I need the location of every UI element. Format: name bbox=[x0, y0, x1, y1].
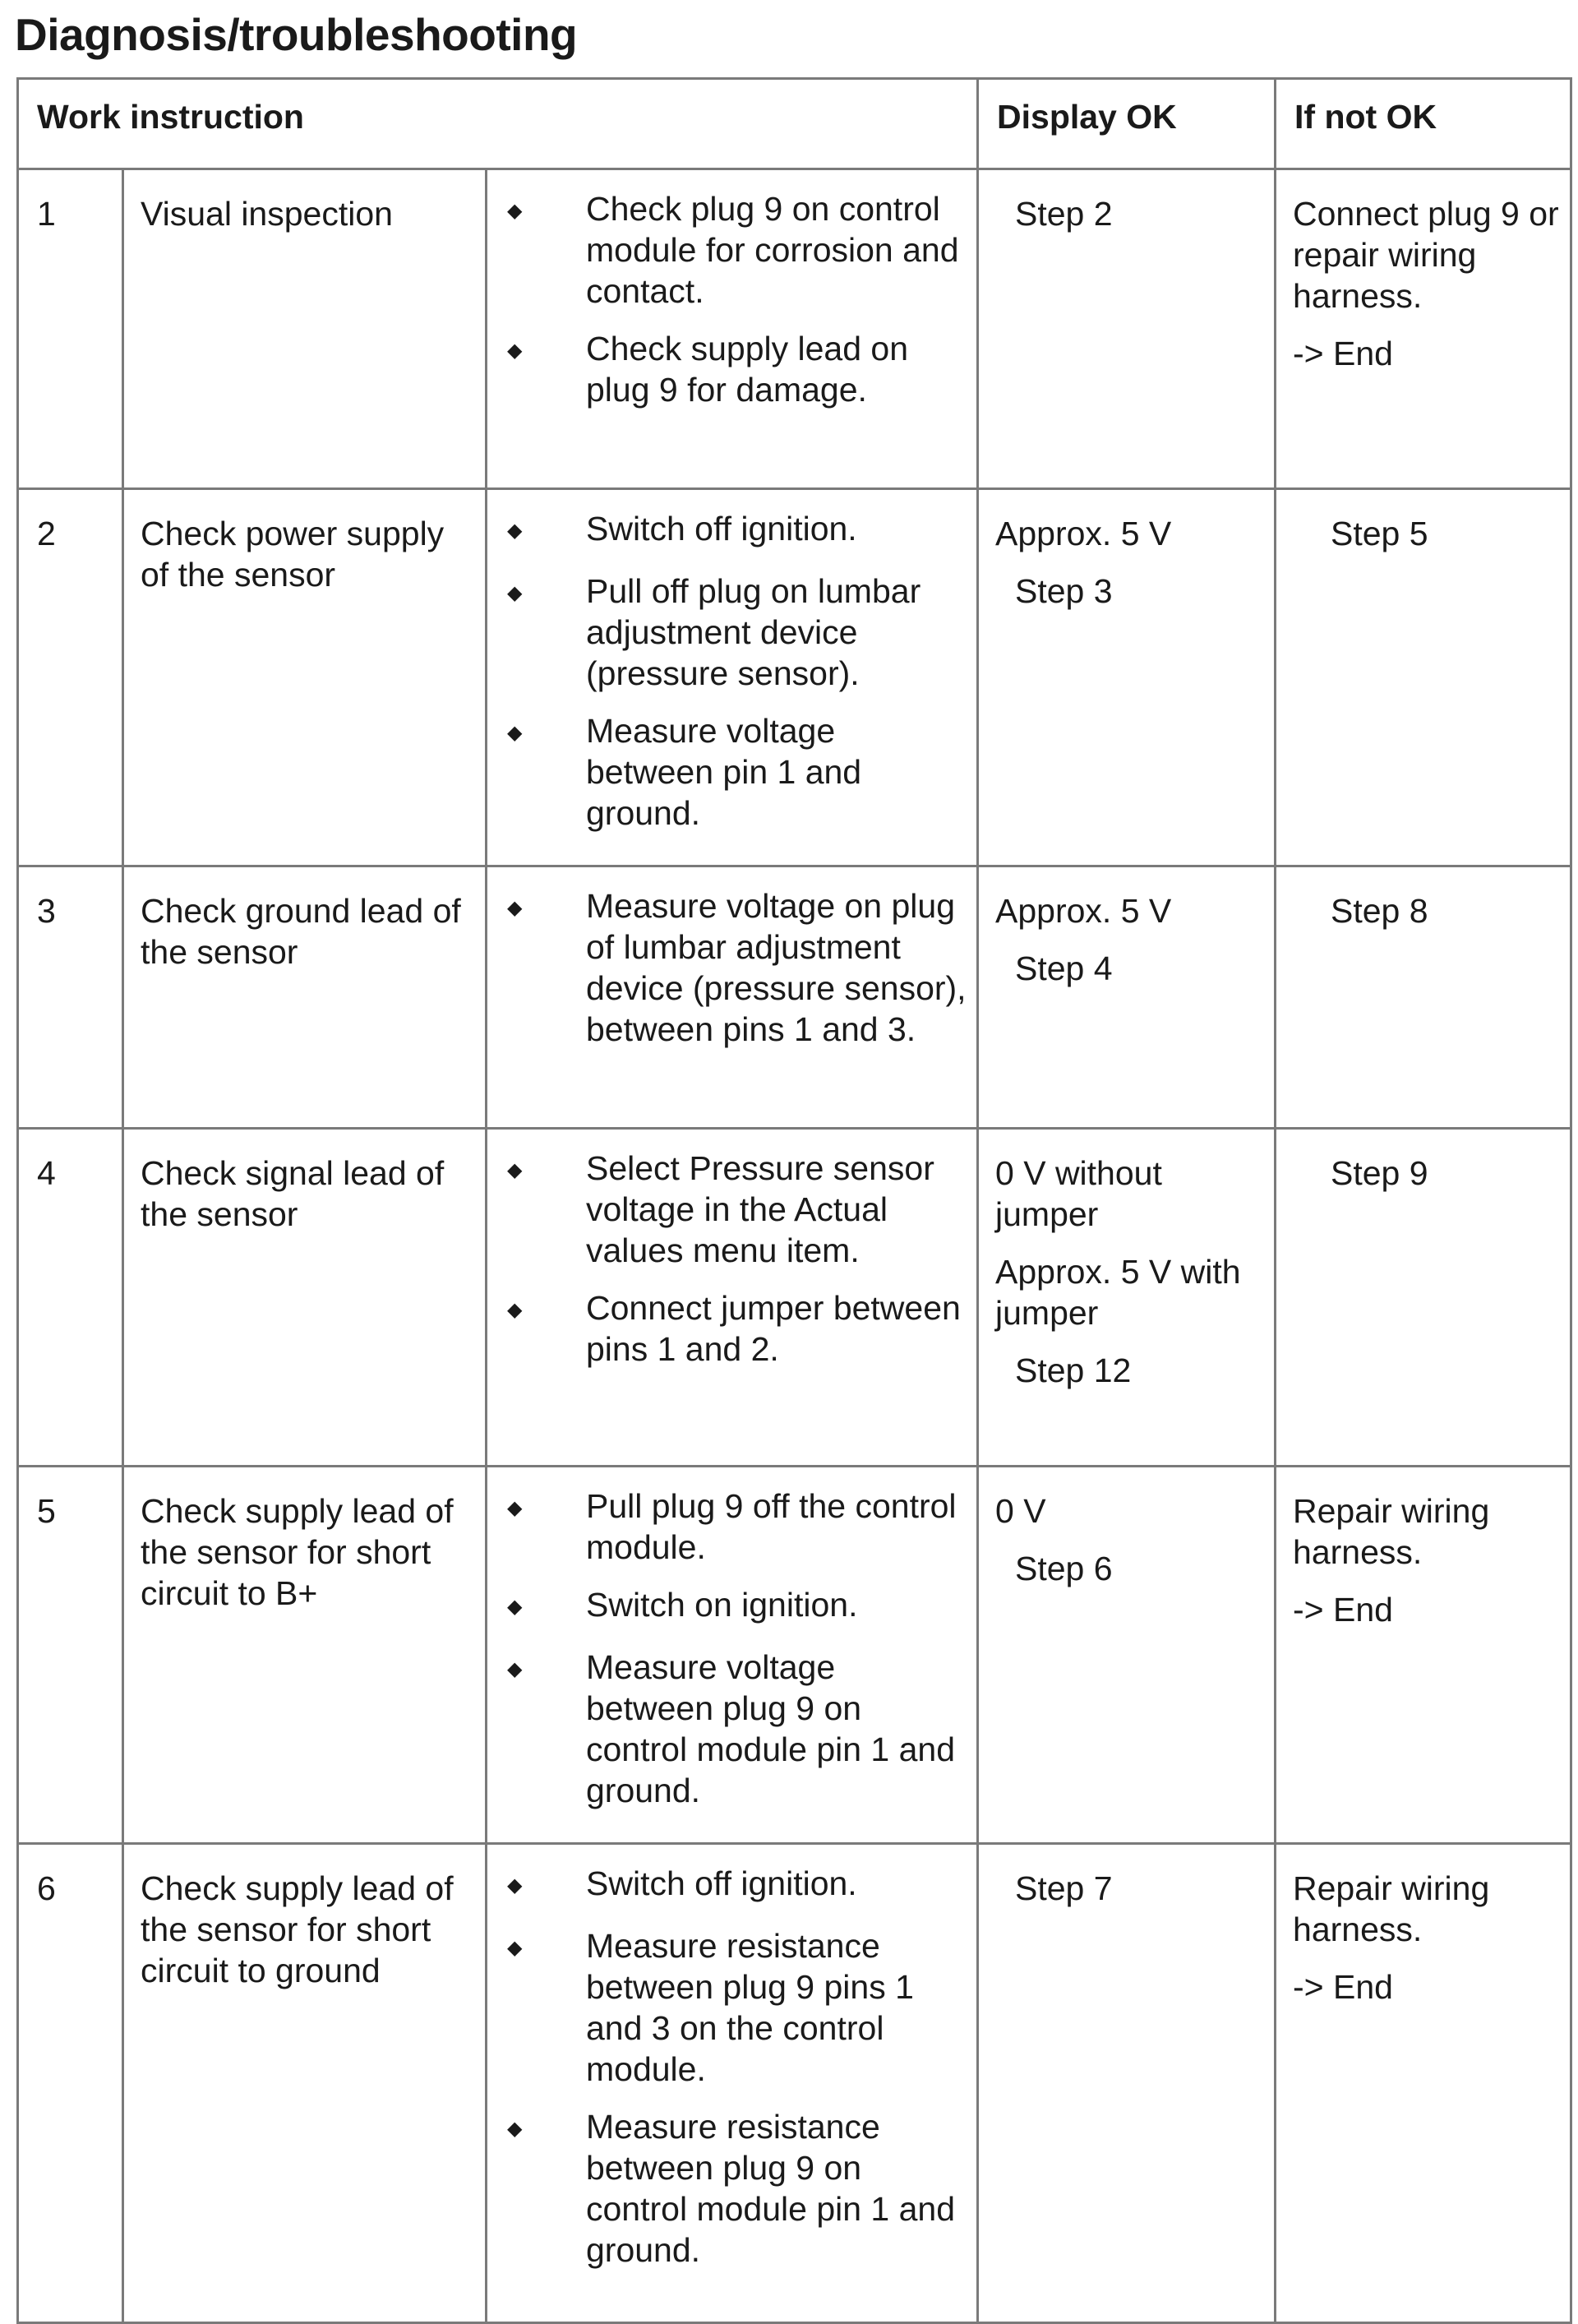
display-ok-text: Step 12 bbox=[1015, 1351, 1132, 1389]
table-row bbox=[18, 1844, 1571, 2323]
display-ok-text: Step 7 bbox=[1015, 1869, 1113, 1907]
if-not-ok-cell bbox=[1276, 169, 1571, 489]
instruction-list bbox=[496, 508, 968, 834]
instruction-cell bbox=[487, 489, 978, 866]
display-ok-text: Step 2 bbox=[1015, 195, 1113, 233]
table-body bbox=[18, 169, 1571, 2323]
if-not-ok-text: Step 8 bbox=[1331, 892, 1428, 930]
display-ok-cell bbox=[978, 1467, 1276, 1844]
diamond-bullet-icon: ◆ bbox=[507, 1596, 523, 1618]
diamond-bullet-icon: ◆ bbox=[507, 1658, 523, 1680]
if-not-ok-cell bbox=[1276, 1844, 1571, 2323]
instruction-list bbox=[496, 885, 968, 1050]
if-not-ok-text: Step 5 bbox=[1331, 515, 1428, 552]
diamond-bullet-icon: ◆ bbox=[507, 1299, 523, 1321]
display-ok-text: Step 6 bbox=[1015, 1550, 1113, 1587]
instruction-text: Pull plug 9 off the control module. bbox=[586, 1487, 957, 1566]
instruction-cell bbox=[487, 1844, 978, 2323]
instruction-text: Measure voltage between pin 1 and ground. bbox=[586, 712, 862, 832]
instruction-text: Switch off ignition. bbox=[586, 510, 857, 548]
instruction-text: Connect jumper between pins 1 and 2. bbox=[586, 1289, 961, 1368]
table-row bbox=[18, 169, 1571, 489]
display-ok-text: Step 3 bbox=[1015, 572, 1113, 610]
instruction-text: Pull off plug on lumbar adjustment device (pressure sensor). bbox=[586, 572, 921, 692]
instruction-item bbox=[496, 885, 968, 1050]
page-title: Diagnosis/troubleshooting bbox=[15, 9, 578, 60]
diamond-bullet-icon: ◆ bbox=[507, 200, 523, 222]
step-title: Check power supply of the sensor bbox=[123, 489, 487, 866]
instruction-item bbox=[496, 571, 968, 694]
instruction-item bbox=[496, 2106, 968, 2271]
step-title: Check supply lead of the sensor for short circuit to B+ bbox=[123, 1467, 487, 1844]
instruction-text: Check plug 9 on control module for corrosion and contact. bbox=[586, 190, 959, 310]
instruction-text: Switch on ignition. bbox=[586, 1586, 858, 1624]
diamond-bullet-icon: ◆ bbox=[507, 1497, 523, 1519]
instruction-text: Measure resistance between plug 9 on control module pin 1 and ground. bbox=[586, 2108, 956, 2269]
display-ok-text: Approx. 5 V bbox=[995, 892, 1172, 930]
instruction-item bbox=[496, 508, 968, 554]
instruction-item bbox=[496, 1584, 968, 1630]
if-not-ok-text: Step 9 bbox=[1331, 1154, 1428, 1192]
display-ok-text: Approx. 5 V bbox=[995, 515, 1172, 552]
diamond-bullet-icon: ◆ bbox=[507, 1874, 523, 1897]
troubleshooting-table bbox=[16, 77, 1572, 2324]
instruction-list bbox=[496, 1485, 968, 1811]
display-ok-text: Approx. 5 V with jumper bbox=[995, 1253, 1241, 1332]
diamond-bullet-icon: ◆ bbox=[507, 722, 523, 744]
instruction-text: Measure voltage between plug 9 on control module pin 1 and ground. bbox=[586, 1648, 956, 1809]
display-ok-cell bbox=[978, 866, 1276, 1129]
display-ok-cell bbox=[978, 169, 1276, 489]
if-not-ok-text: Repair wiring harness. bbox=[1293, 1492, 1490, 1571]
diamond-bullet-icon: ◆ bbox=[507, 582, 523, 604]
instruction-list bbox=[496, 188, 968, 410]
instruction-item bbox=[496, 188, 968, 312]
instruction-text: Check supply lead on plug 9 for damage. bbox=[586, 330, 909, 409]
instruction-cell bbox=[487, 1129, 978, 1467]
instruction-item bbox=[496, 1287, 968, 1370]
if-not-ok-text: -> End bbox=[1293, 1968, 1393, 2006]
table-row bbox=[18, 1467, 1571, 1844]
header-display-ok: Display OK bbox=[978, 79, 1276, 169]
instruction-list bbox=[496, 1863, 968, 2271]
if-not-ok-text: -> End bbox=[1293, 1591, 1393, 1629]
step-number: 4 bbox=[18, 1129, 123, 1467]
step-title: Check supply lead of the sensor for short circuit to ground bbox=[123, 1844, 487, 2323]
step-number: 3 bbox=[18, 866, 123, 1129]
step-title: Check ground lead of the sensor bbox=[123, 866, 487, 1129]
step-title: Check signal lead of the sensor bbox=[123, 1129, 487, 1467]
if-not-ok-cell bbox=[1276, 1129, 1571, 1467]
instruction-item bbox=[496, 1485, 968, 1568]
diamond-bullet-icon: ◆ bbox=[507, 897, 523, 919]
instruction-list bbox=[496, 1148, 968, 1370]
diamond-bullet-icon: ◆ bbox=[507, 2118, 523, 2140]
instruction-cell bbox=[487, 1467, 978, 1844]
diamond-bullet-icon: ◆ bbox=[507, 340, 523, 362]
step-number: 6 bbox=[18, 1844, 123, 2323]
display-ok-cell bbox=[978, 1844, 1276, 2323]
header-if-not-ok: If not OK bbox=[1276, 79, 1571, 169]
if-not-ok-cell bbox=[1276, 1467, 1571, 1844]
step-number: 1 bbox=[18, 169, 123, 489]
table-row bbox=[18, 1129, 1571, 1467]
display-ok-text: 0 V without jumper bbox=[995, 1154, 1162, 1233]
diamond-bullet-icon: ◆ bbox=[507, 1159, 523, 1181]
instruction-cell bbox=[487, 169, 978, 489]
diamond-bullet-icon: ◆ bbox=[507, 1937, 523, 1959]
instruction-text: Measure voltage on plug of lumbar adjustment device (pressure sensor), between pins 1 and 3. bbox=[586, 887, 967, 1048]
instruction-item bbox=[496, 1925, 968, 2090]
display-ok-text: Step 4 bbox=[1015, 949, 1113, 987]
table-row bbox=[18, 489, 1571, 866]
if-not-ok-text: -> End bbox=[1293, 335, 1393, 372]
instruction-cell bbox=[487, 866, 978, 1129]
display-ok-text: 0 V bbox=[995, 1492, 1046, 1530]
instruction-item bbox=[496, 328, 968, 410]
instruction-item bbox=[496, 1863, 968, 1909]
step-number: 5 bbox=[18, 1467, 123, 1844]
instruction-item bbox=[496, 1148, 968, 1271]
instruction-text: Select Pressure sensor voltage in the Actual values menu item. bbox=[586, 1149, 934, 1269]
if-not-ok-text: Connect plug 9 or repair wiring harness. bbox=[1293, 195, 1559, 315]
instruction-text: Measure resistance between plug 9 pins 1 and 3 on the control module. bbox=[586, 1927, 914, 2088]
instruction-item bbox=[496, 1647, 968, 1811]
if-not-ok-text: Repair wiring harness. bbox=[1293, 1869, 1490, 1948]
display-ok-cell bbox=[978, 1129, 1276, 1467]
header-work-instruction: Work instruction bbox=[18, 79, 978, 169]
display-ok-cell bbox=[978, 489, 1276, 866]
if-not-ok-cell bbox=[1276, 489, 1571, 866]
instruction-item bbox=[496, 710, 968, 834]
instruction-text: Switch off ignition. bbox=[586, 1864, 857, 1902]
table-row bbox=[18, 866, 1571, 1129]
table-header-row bbox=[18, 79, 1571, 169]
diamond-bullet-icon: ◆ bbox=[507, 520, 523, 542]
step-title: Visual inspection bbox=[123, 169, 487, 489]
if-not-ok-cell bbox=[1276, 866, 1571, 1129]
step-number: 2 bbox=[18, 489, 123, 866]
